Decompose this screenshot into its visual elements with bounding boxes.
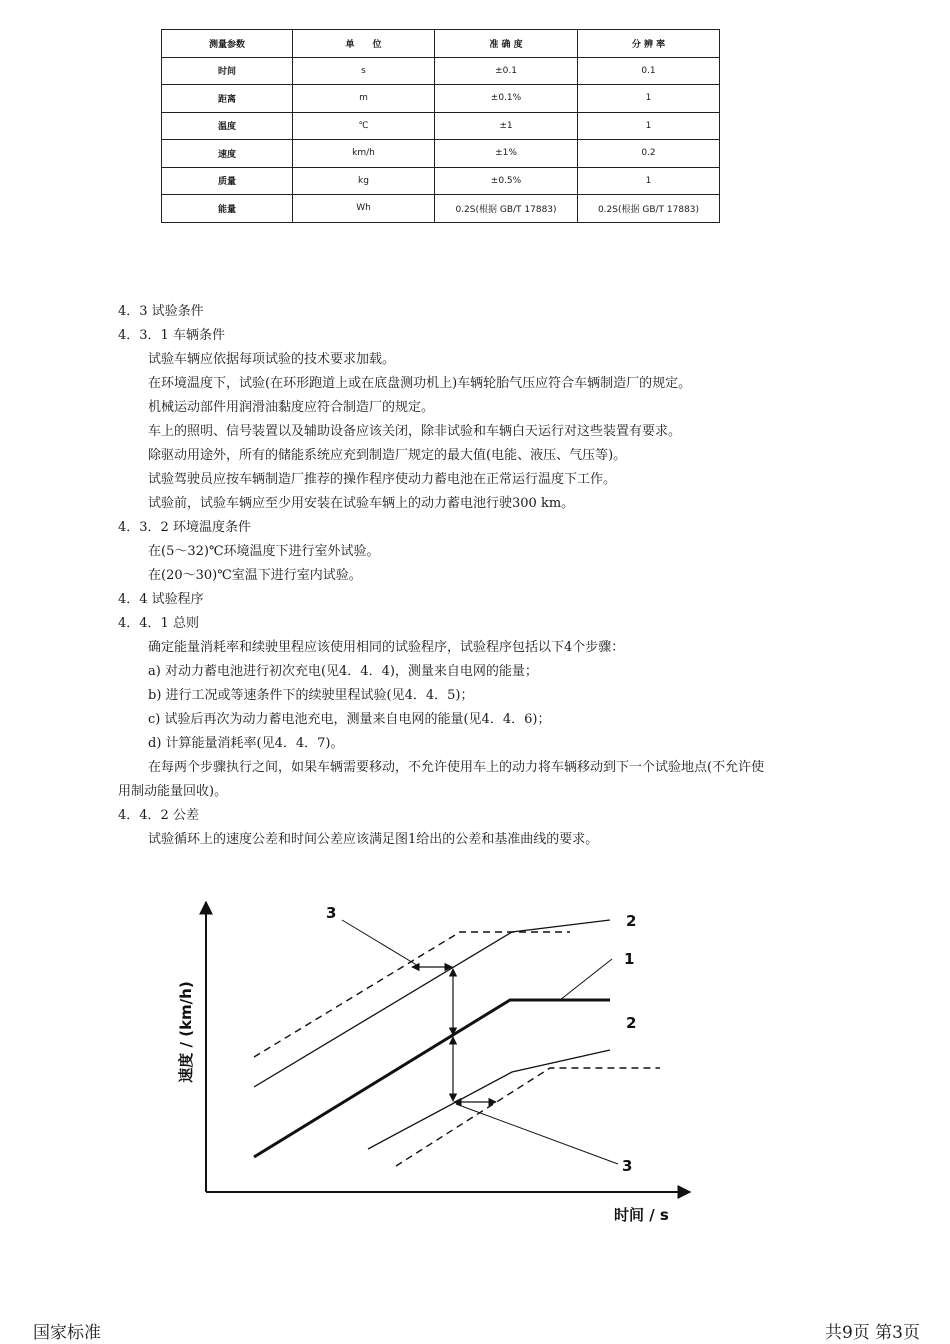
heading-4-4-1: 4．4．1 总则 <box>118 616 199 631</box>
cell-parameter: 时间 <box>162 57 293 85</box>
measurement-spec-table <box>161 29 720 223</box>
header-accuracy: 准 确 度 <box>435 30 578 58</box>
heading-4-4: 4．4 试验程序 <box>118 592 204 607</box>
heading-4-4-2: 4．4．2 公差 <box>118 808 199 823</box>
table-row <box>162 57 720 85</box>
footer-page-number: 共9页 第3页 <box>824 1323 920 1343</box>
cell-parameter: 温度 <box>162 112 293 140</box>
cell-resolution: 1 <box>578 167 720 195</box>
upper-time-tolerance-line <box>254 932 570 1057</box>
leader-3-top <box>342 920 420 967</box>
table-row <box>162 140 720 168</box>
list-item: b) 进行工况或等速条件下的续驶里程试验(见4．4．5)； <box>148 688 474 703</box>
paragraph: 机械运动部件用润滑油黏度应符合制造厂的规定。 <box>148 400 435 415</box>
paragraph: 确定能量消耗率和续驶里程应该使用相同的试验程序，试验程序包括以下4个步骤： <box>148 640 625 655</box>
cell-accuracy: ±0.1 <box>435 57 578 85</box>
leader-1 <box>560 959 612 1000</box>
cell-resolution: 0.2 <box>578 140 720 168</box>
body-text <box>118 300 838 852</box>
cell-parameter: 速度 <box>162 140 293 168</box>
list-item: d) 计算能量消耗率(见4．4．7)。 <box>148 736 344 751</box>
leader-3-bottom <box>456 1104 618 1164</box>
heading-4-3-2: 4．3．2 环境温度条件 <box>118 520 251 535</box>
header-unit: 单 位 <box>293 30 435 58</box>
lower-time-tolerance-line <box>396 1068 660 1166</box>
cell-accuracy: ±1% <box>435 140 578 168</box>
header-parameter: 测量参数 <box>162 30 293 58</box>
cell-parameter: 距离 <box>162 85 293 113</box>
label-2-top: 2 <box>626 912 637 930</box>
cell-unit: ℃ <box>293 112 435 140</box>
reference-curve <box>254 1000 610 1157</box>
paragraph: 在(20～30)℃室温下进行室内试验。 <box>148 568 362 583</box>
paragraph: 试验循环上的速度公差和时间公差应该满足图1给出的公差和基准曲线的要求。 <box>148 832 599 847</box>
paragraph: 车上的照明、信号装置以及辅助设备应该关闭，除非试验和车辆白天运行对这些装置有要求。 <box>148 424 682 439</box>
cell-resolution: 1 <box>578 85 720 113</box>
paragraph: 除驱动用途外，所有的储能系统应充到制造厂规定的最大值(电能、液压、气压等)。 <box>148 448 627 463</box>
paragraph: 在(5～32)℃环境温度下进行室外试验。 <box>148 544 380 559</box>
paragraph: 在每两个步骤执行之间，如果车辆需要移动，不允许使用车上的动力将车辆移动到下一个试验地点(不允许使 <box>148 760 765 775</box>
x-axis-label: 时间 / s <box>614 1206 669 1224</box>
cell-resolution: 0.2S(根据 GB/T 17883) <box>578 195 720 223</box>
label-3-bottom: 3 <box>622 1157 633 1175</box>
list-item: a) 对动力蓄电池进行初次充电(见4．4．4)，测量来自电网的能量； <box>148 664 538 679</box>
paragraph: 在环境温度下，试验(在环形跑道上或在底盘测功机上)车辆轮胎气压应符合车辆制造厂的规定。 <box>148 376 692 391</box>
paragraph-continuation: 用制动能量回收)。 <box>118 784 228 799</box>
list-item: c) 试验后再次为动力蓄电池充电，测量来自电网的能量(见4．4．6)； <box>148 712 551 727</box>
heading-4-3-1: 4．3．1 车辆条件 <box>118 328 225 343</box>
table-row <box>162 85 720 113</box>
cell-resolution: 0.1 <box>578 57 720 85</box>
cell-accuracy: 0.2S(根据 GB/T 17883) <box>435 195 578 223</box>
cell-unit: Wh <box>293 195 435 223</box>
cell-parameter: 能量 <box>162 195 293 223</box>
table-row <box>162 167 720 195</box>
y-axis-label: 速度 / (km/h) <box>177 981 195 1083</box>
cell-accuracy: ±0.5% <box>435 167 578 195</box>
heading-4-3: 4．3 试验条件 <box>118 304 204 319</box>
cell-unit: s <box>293 57 435 85</box>
cell-accuracy: ±1 <box>435 112 578 140</box>
label-3-top: 3 <box>326 904 337 922</box>
paragraph: 试验车辆应依据每项试验的技术要求加载。 <box>148 352 396 367</box>
paragraph: 试验驾驶员应按车辆制造厂推荐的操作程序使动力蓄电池在正常运行温度下工作。 <box>148 472 617 487</box>
cell-unit: km/h <box>293 140 435 168</box>
label-1: 1 <box>624 950 635 968</box>
table-row <box>162 195 720 223</box>
footer-standard-label: 国家标准 <box>33 1323 101 1343</box>
tolerance-figure <box>150 880 710 1240</box>
paragraph: 试验前，试验车辆应至少用安装在试验车辆上的动力蓄电池行驶300 km。 <box>148 496 575 511</box>
cell-accuracy: ±0.1% <box>435 85 578 113</box>
table-header-row <box>162 30 720 58</box>
header-resolution: 分 辨 率 <box>578 30 720 58</box>
label-2-bottom: 2 <box>626 1014 637 1032</box>
cell-unit: kg <box>293 167 435 195</box>
cell-resolution: 1 <box>578 112 720 140</box>
cell-parameter: 质量 <box>162 167 293 195</box>
table-row <box>162 112 720 140</box>
cell-unit: m <box>293 85 435 113</box>
